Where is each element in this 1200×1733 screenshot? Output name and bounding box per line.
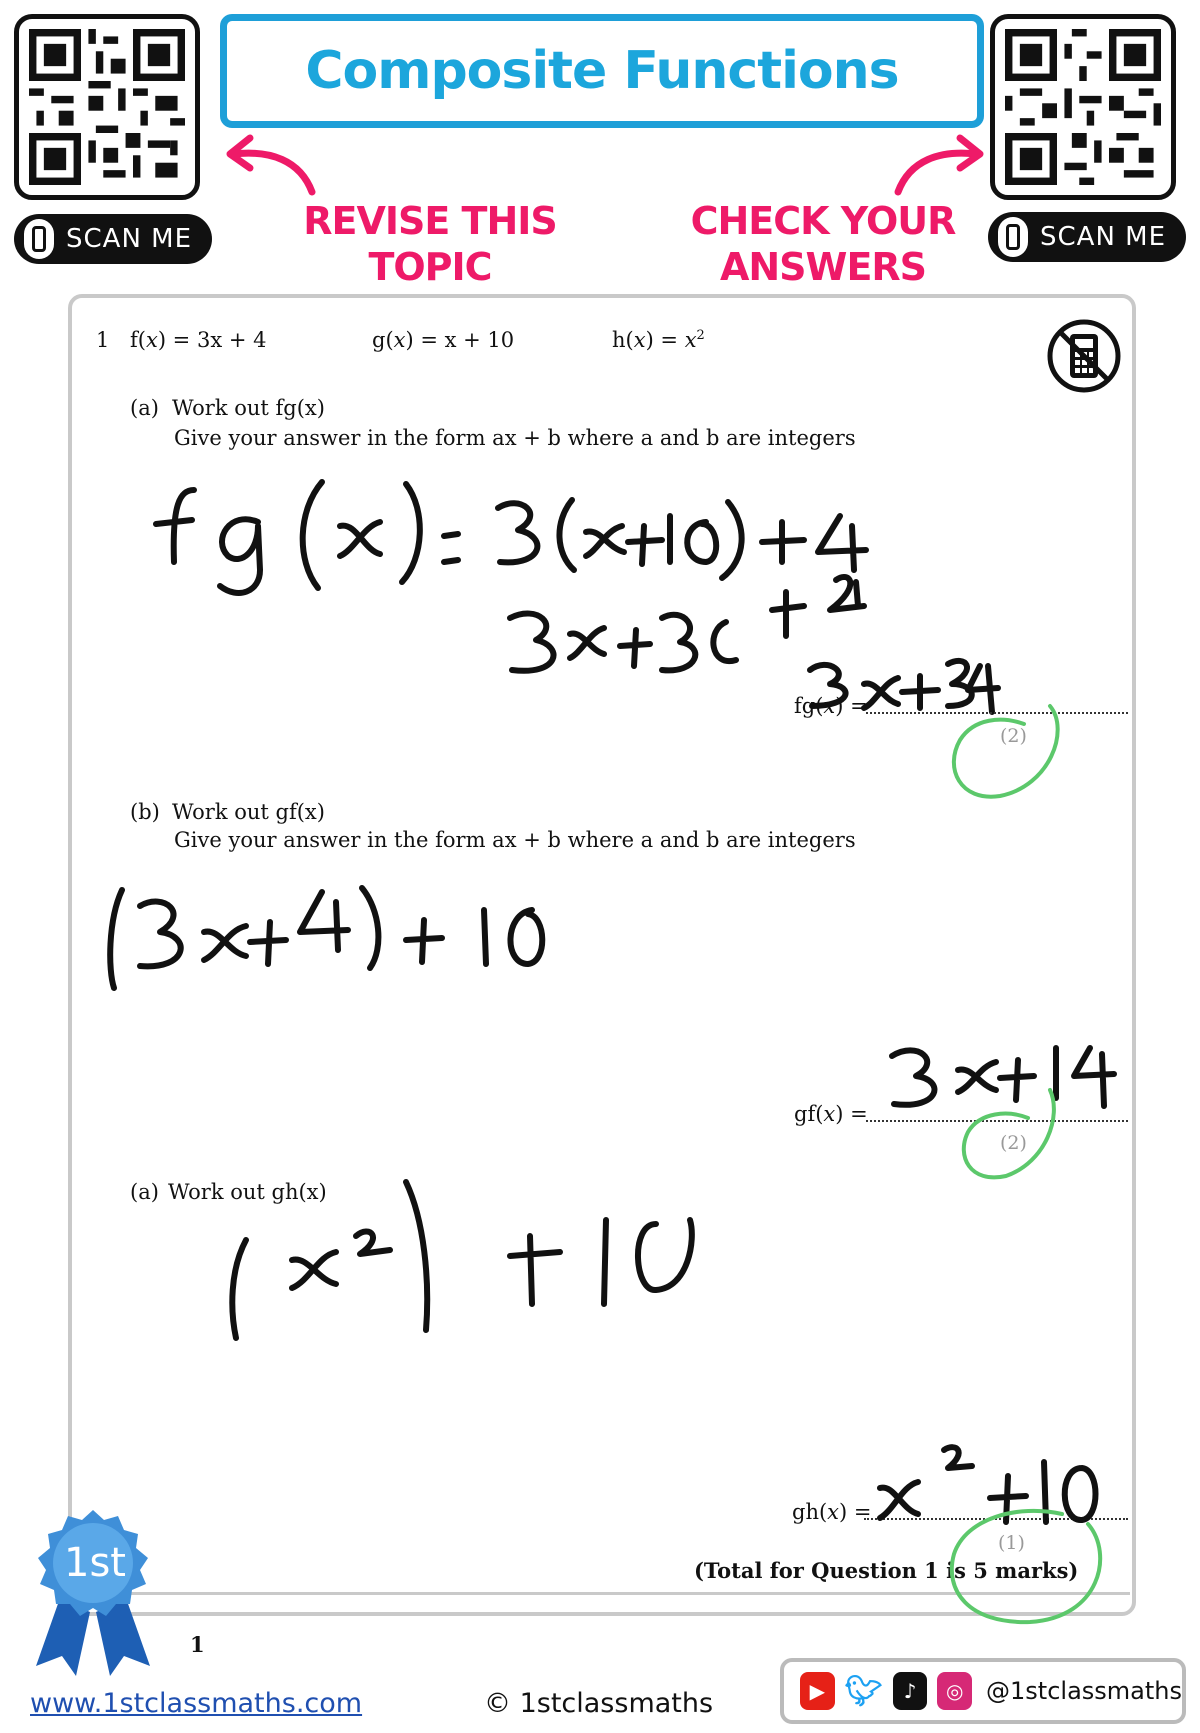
- part-b-answer-label: gf(x) =: [794, 1102, 868, 1126]
- title-banner: [220, 14, 984, 128]
- part-a-label: (a): [130, 396, 159, 420]
- phone-icon: [998, 217, 1028, 257]
- award-rosette-icon: [28, 1508, 158, 1678]
- revise-topic-label: REVISE THIS TOPIC: [303, 199, 557, 289]
- part-b-form-text: Give your answer in the form ax + b where a and b are integers: [174, 828, 856, 852]
- tiktok-icon[interactable]: ♪: [893, 1672, 928, 1710]
- part-c-marks: (1): [998, 1532, 1025, 1554]
- social-handle[interactable]: @1stclassmaths: [986, 1677, 1182, 1705]
- page-title: Composite Functions: [305, 41, 899, 101]
- part-a-answer-label: fg(x) =: [794, 694, 868, 718]
- twitter-icon[interactable]: 🐦︎: [844, 1673, 883, 1709]
- handwritten-working-a: [150, 470, 1000, 710]
- question-total: (Total for Question 1 is 5 marks): [694, 1558, 1079, 1583]
- f-definition: f(x) = 3x + 4: [130, 328, 267, 352]
- g-definition: g(x) = x + 10: [372, 328, 515, 352]
- qr-code-revise[interactable]: [14, 14, 200, 200]
- footer-website-link[interactable]: www.1stclassmaths.com: [30, 1688, 363, 1719]
- part-a-marks: (2): [1000, 725, 1027, 747]
- part-b-label: (b): [130, 800, 160, 824]
- green-circle-b: [950, 1080, 1070, 1190]
- page-number: 1: [190, 1632, 205, 1657]
- part-c-answer-label: gh(x) =: [792, 1500, 872, 1524]
- green-circle-a: [940, 690, 1080, 810]
- question-number: 1: [96, 328, 110, 352]
- badge-text: 1st: [64, 1540, 126, 1586]
- scan-me-label: SCAN ME: [1040, 222, 1167, 252]
- part-c-instruction: Work out gh(x): [168, 1180, 327, 1204]
- arrow-right-icon: [880, 130, 990, 200]
- scan-me-label: SCAN ME: [66, 224, 193, 254]
- footer-copyright: © 1stclassmaths: [484, 1688, 714, 1719]
- no-calculator-icon: [1046, 318, 1122, 394]
- qr-code-icon: [1005, 29, 1161, 185]
- scan-me-revise[interactable]: [14, 214, 212, 264]
- youtube-icon[interactable]: ▶: [800, 1672, 835, 1710]
- handwritten-working-c: [220, 1180, 740, 1350]
- qr-code-answers[interactable]: [990, 14, 1176, 200]
- scan-me-answers[interactable]: [988, 212, 1186, 262]
- h-definition: $h(x) = x^2$: [612, 328, 705, 352]
- arrow-left-icon: [220, 130, 330, 200]
- part-b-instruction: Work out gf(x): [172, 800, 325, 824]
- check-answers-label: CHECK YOUR ANSWERS: [690, 199, 956, 289]
- green-circle-c: [938, 1494, 1118, 1630]
- phone-icon: [24, 219, 54, 259]
- handwritten-working-b: [100, 870, 1140, 1110]
- part-a-instruction: Work out fg(x): [172, 396, 325, 420]
- part-c-label: (a): [130, 1180, 159, 1204]
- part-a-form-text: Give your answer in the form ax + b where a and b are integers: [174, 426, 856, 450]
- qr-code-icon: [29, 29, 185, 185]
- part-b-marks: (2): [1000, 1132, 1027, 1154]
- instagram-icon[interactable]: ◎: [937, 1672, 972, 1710]
- social-links-bar: [780, 1658, 1186, 1724]
